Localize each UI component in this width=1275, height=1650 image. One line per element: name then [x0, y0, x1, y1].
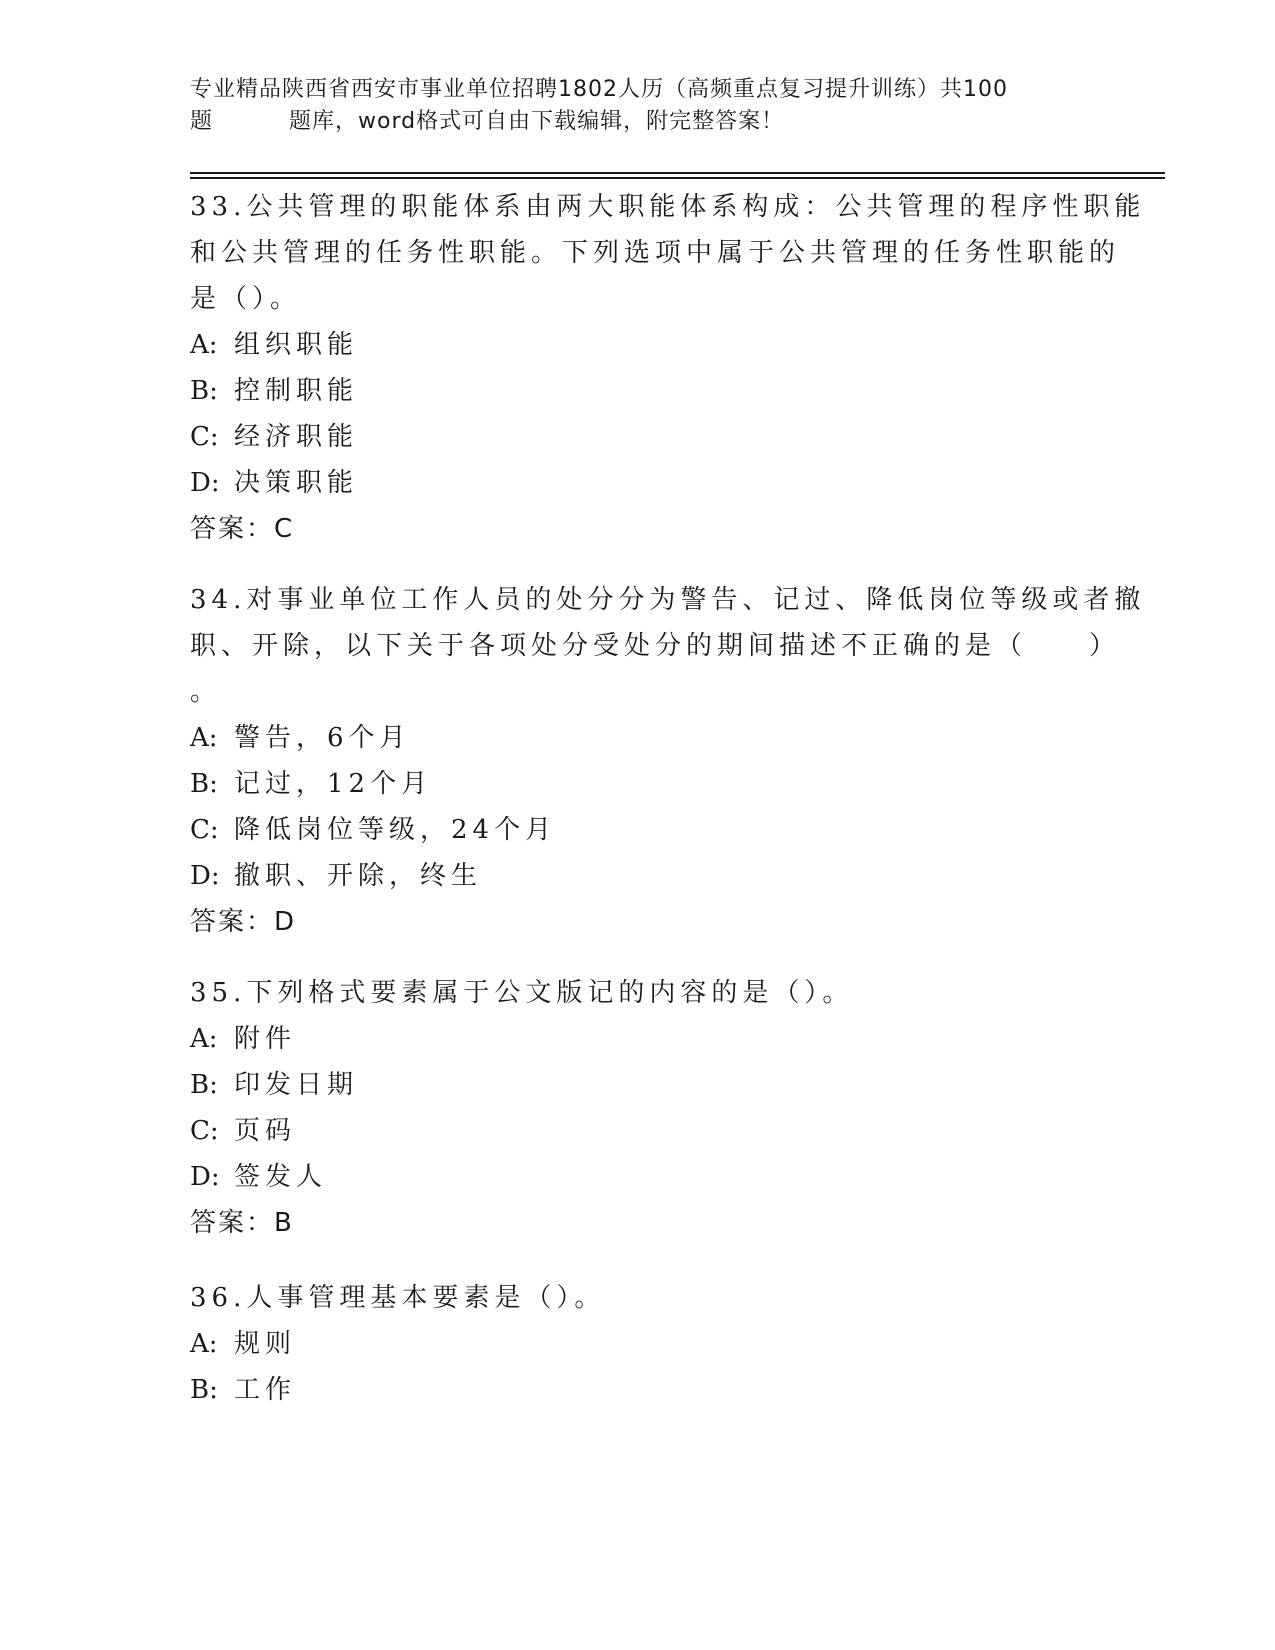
option-b: B: 工作 [190, 1375, 297, 1405]
answer: 答案：C [190, 514, 295, 544]
header-rule-bottom [190, 177, 1165, 179]
option-c: C: 页码 [190, 1116, 297, 1146]
document-header [190, 74, 1090, 138]
answer: 答案：B [190, 1208, 294, 1238]
question-stem [190, 970, 1090, 1016]
stem-line: 。 [190, 677, 222, 707]
header-title-line-1: 专业精品陕西省西安市事业单位招聘1802人历（高频重点复习提升训练）共100 [190, 77, 1008, 102]
stem-line: 是（）。 [190, 284, 302, 314]
question-stem [190, 577, 1146, 715]
option-b: B: 控制职能 [190, 376, 359, 406]
question-33 [190, 184, 1146, 552]
header-subtitle: 题库，word格式可自由下载编辑，附完整答案！ [289, 109, 785, 134]
option-b: B: 印发日期 [190, 1070, 359, 1100]
option-a: A: 组织职能 [190, 330, 359, 360]
question-stem [190, 184, 1146, 322]
stem-line: 职、开除，以下关于各项处分受处分的期间描述不正确的是（ ） [190, 631, 1121, 661]
answer: 答案：D [190, 907, 297, 937]
option-b: B: 记过，12个月 [190, 769, 433, 799]
header-title-fragment: 题 [190, 109, 214, 134]
header-rule-top [190, 172, 1165, 174]
question-36 [190, 1275, 1090, 1413]
option-a: A: 规则 [190, 1329, 297, 1359]
option-a: A: 警告，6个月 [190, 723, 411, 753]
question-stem [190, 1275, 1090, 1321]
option-d: D: 决策职能 [190, 468, 359, 498]
stem-line: 33.公共管理的职能体系由两大职能体系构成：公共管理的程序性职能 [190, 192, 1146, 222]
question-35 [190, 970, 1090, 1246]
option-d: D: 撤职、开除，终生 [190, 861, 483, 891]
option-c: C: 经济职能 [190, 422, 359, 452]
stem-line: 34.对事业单位工作人员的处分分为警告、记过、降低岗位等级或者撤 [190, 585, 1146, 615]
stem-line: 36.人事管理基本要素是（）。 [190, 1283, 606, 1313]
option-d: D: 签发人 [190, 1162, 328, 1192]
stem-line: 和公共管理的任务性职能。下列选项中属于公共管理的任务性职能的 [190, 238, 1121, 268]
stem-line: 35.下列格式要素属于公文版记的内容的是（）。 [190, 978, 854, 1008]
question-34 [190, 577, 1146, 945]
header-title-line-2 [190, 106, 1090, 138]
option-a: A: 附件 [190, 1024, 297, 1054]
option-c: C: 降低岗位等级，24个月 [190, 815, 557, 845]
